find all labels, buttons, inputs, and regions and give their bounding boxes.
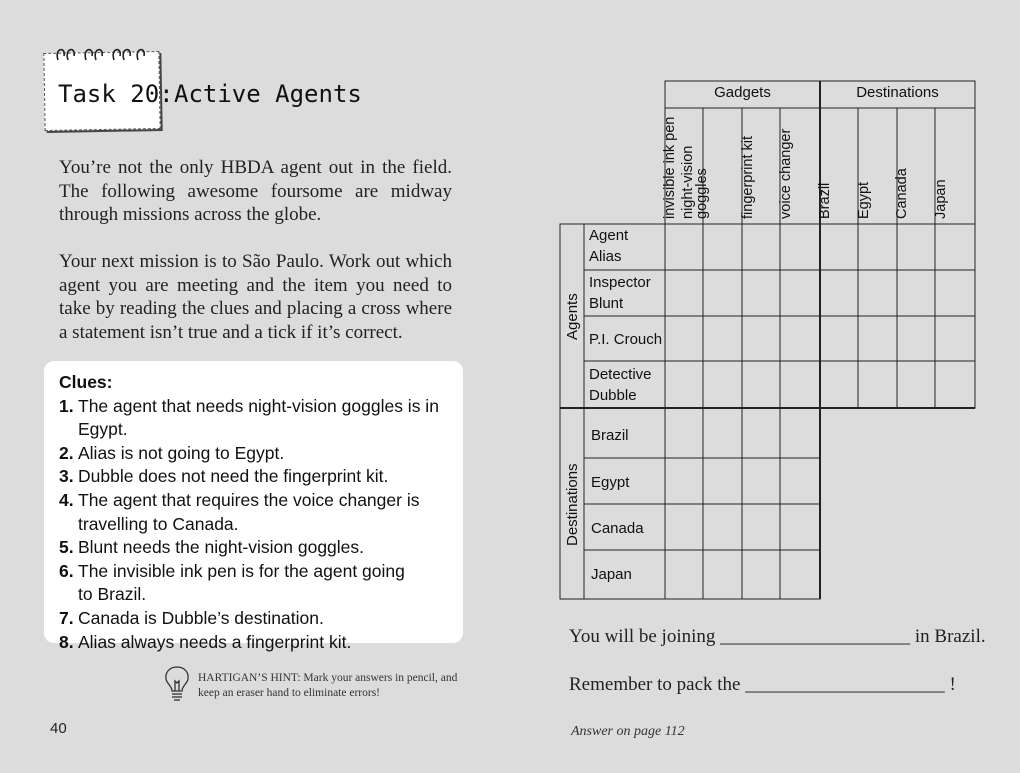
clue-item: 2. Alias is not going to Egypt. [59,442,285,463]
row-label-agent-alias: Agent Alias [589,227,629,265]
clue-item: 1. The agent that needs night-vision goggles is in Egypt. [59,395,439,440]
clue-item: 3. Dubble does not need the fingerprint kit. [59,466,389,487]
answer-line-gadget: Remember to pack the _____________________ ! [569,674,956,695]
hartigans-hint: HARTIGAN’S HINT: Mark your answers in pencil, and keep an eraser hand to eliminate errors! [198,672,458,699]
intro-paragraph-2: Your next mission is to São Paulo. Work out which agent you are meeting and the item you need to take by reading the clues and placing a cross where a statement isn’t true and a tick if it’s correct. [59,251,452,343]
clue-item: 6. The invisible ink pen is for the agent going to Brazil. [59,560,405,605]
row-label-japan: Japan [591,566,632,583]
answer-reference: Answer on page 112 [571,724,685,739]
clue-item: 5. Blunt needs the night-vision goggles. [59,537,365,558]
row-label-egypt: Egypt [591,474,630,491]
row-label-inspector-blunt: Inspector Blunt [589,274,651,312]
answer-line-agent: You will be joining ____________________ in Brazil. [569,626,986,647]
task-title: Active Agents [174,80,362,108]
row-label-detective-dubble: Detective Dubble [589,366,652,404]
clue-item: 4. The agent that requires the voice changer is travelling to Canada. [59,489,420,534]
task-number: Task 20: [58,80,174,108]
clue-item: 7. Canada is Dubble’s destination. [59,607,324,628]
destinations-heading: Destinations [856,84,939,101]
intro-paragraph-1: You’re not the only HBDA agent out in the field. The following awesome foursome are midway through missions across the globe. [59,157,452,225]
clues-heading: Clues: [59,372,113,392]
page-number: 40 [50,720,67,737]
gadgets-heading: Gadgets [714,84,771,101]
row-label-brazil: Brazil [591,427,629,444]
clue-item: 8. Alias always needs a fingerprint kit. [59,631,352,652]
row-label-pi-crouch: P.I. Crouch [589,331,663,348]
row-label-canada: Canada [591,520,644,537]
